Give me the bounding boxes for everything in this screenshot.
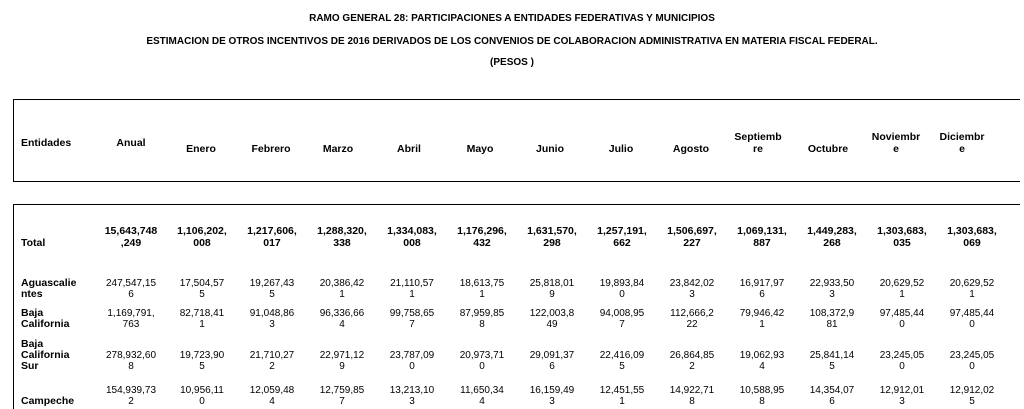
value-cell: 10,956,11 0 (180, 385, 224, 407)
value-cell: 1,303,683, 069 (947, 225, 997, 249)
value-cell: 112,666,2 22 (670, 308, 714, 330)
value-cell: 247,547,15 6 (105, 278, 157, 300)
value-cell: 26,864,85 2 (669, 350, 715, 372)
value-cell: 25,841,14 5 (809, 350, 855, 372)
value-cell: 12,451,55 1 (599, 385, 645, 407)
header-noviembre: Noviembr e (871, 131, 921, 155)
header-entidades: Entidades (21, 137, 72, 149)
value-cell: 122,003,8 49 (529, 308, 575, 330)
value-cell: 94,008,95 7 (599, 308, 645, 330)
value-cell: 23,787,09 0 (389, 350, 435, 372)
value-cell: 1,449,283, 268 (807, 225, 857, 249)
value-cell: 15,643,748 ,249 (104, 225, 158, 249)
header-enero: Enero (186, 143, 216, 155)
value-cell: 278,932,60 8 (105, 350, 157, 372)
entity-name: Aguascalie ntes (21, 277, 77, 300)
value-cell: 19,723,90 5 (179, 350, 225, 372)
value-cell: 97,485,44 0 (949, 308, 995, 330)
value-cell: 23,245,05 0 (949, 350, 995, 372)
value-cell: 11,650,34 4 (460, 385, 504, 407)
header-septiembre: Septiemb re (734, 131, 782, 155)
value-cell: 14,922,71 8 (669, 385, 715, 407)
value-cell: 20,629,52 1 (879, 278, 925, 300)
value-cell: 29,091,37 6 (529, 350, 575, 372)
value-cell: 12,759,85 7 (319, 385, 365, 407)
header-julio: Julio (608, 143, 634, 155)
header-febrero: Febrero (251, 143, 291, 155)
header-mayo: Mayo (466, 143, 494, 155)
entity-name: Baja California Sur (21, 338, 70, 372)
value-cell: 1,506,697, 227 (667, 225, 717, 249)
value-cell: 25,818,01 9 (529, 278, 575, 300)
value-cell: 1,334,083, 008 (387, 225, 437, 249)
entity-name: Campeche (21, 395, 75, 407)
value-cell: 87,959,85 8 (459, 308, 505, 330)
value-cell: 1,303,683, 035 (877, 225, 927, 249)
value-cell: 154,939,73 2 (105, 385, 157, 407)
value-cell: 20,386,42 1 (319, 278, 365, 300)
value-cell: 21,110,57 1 (390, 278, 434, 300)
value-cell: 97,485,44 0 (879, 308, 925, 330)
value-cell: 19,062,93 4 (739, 350, 785, 372)
value-cell: 23,842,02 3 (669, 278, 715, 300)
value-cell: 22,416,09 5 (599, 350, 645, 372)
header-anual: Anual (116, 137, 146, 149)
value-cell: 1,069,131, 887 (737, 225, 787, 249)
value-cell: 12,912,02 5 (949, 385, 995, 407)
value-cell: 20,629,52 1 (949, 278, 995, 300)
value-cell: 1,176,296, 432 (457, 225, 507, 249)
header-agosto: Agosto (672, 143, 710, 155)
value-cell: 17,504,57 5 (179, 278, 225, 300)
value-cell: 19,267,43 5 (249, 278, 295, 300)
report-title: RAMO GENERAL 28: PARTICIPACIONES A ENTIDADES FEDERATIVAS Y MUNICIPIOS (309, 13, 715, 24)
value-cell: 1,288,320, 338 (317, 225, 367, 249)
header-marzo: Marzo (322, 143, 354, 155)
report-units: (PESOS ) (490, 57, 534, 68)
value-cell: 91,048,86 3 (249, 308, 295, 330)
value-cell: 12,059,48 4 (249, 385, 295, 407)
value-cell: 99,758,65 7 (389, 308, 435, 330)
value-cell: 1,169,791, 763 (107, 308, 155, 330)
value-cell: 18,613,75 1 (459, 278, 505, 300)
header-abril: Abril (397, 143, 421, 155)
value-cell: 20,973,71 0 (459, 350, 505, 372)
value-cell: 1,106,202, 008 (177, 225, 227, 249)
report-subtitle: ESTIMACION DE OTROS INCENTIVOS DE 2016 DERIVADOS DE LOS CONVENIOS DE COLABORACION ADMINISTRATIVA EN MATERIA FISCAL FEDERAL. (146, 36, 878, 47)
value-cell: 108,372,9 81 (809, 308, 855, 330)
value-cell: 13,213,10 3 (389, 385, 435, 407)
value-cell: 12,912,01 3 (879, 385, 925, 407)
value-cell: 1,631,570, 298 (527, 225, 577, 249)
value-cell: 21,710,27 2 (249, 350, 295, 372)
value-cell: 79,946,42 1 (739, 308, 785, 330)
value-cell: 22,933,50 3 (809, 278, 855, 300)
value-cell: 96,336,66 4 (319, 308, 365, 330)
header-junio: Junio (536, 143, 564, 155)
value-cell: 1,217,606, 017 (247, 225, 297, 249)
value-cell: 10,588,95 8 (739, 385, 785, 407)
entity-name: Baja California (21, 307, 70, 330)
value-cell: 23,245,05 0 (879, 350, 925, 372)
header-octubre: Octubre (807, 143, 849, 155)
entity-name: Total (21, 237, 46, 249)
value-cell: 14,354,07 6 (809, 385, 855, 407)
value-cell: 16,917,97 6 (739, 278, 785, 300)
table-body-box (13, 204, 1020, 409)
header-diciembre: Diciembr e (939, 131, 985, 155)
value-cell: 19,893,84 0 (599, 278, 645, 300)
value-cell: 82,718,41 1 (179, 308, 225, 330)
value-cell: 1,257,191, 662 (597, 225, 647, 249)
value-cell: 16,159,49 3 (529, 385, 575, 407)
value-cell: 22,971,12 9 (319, 350, 365, 372)
